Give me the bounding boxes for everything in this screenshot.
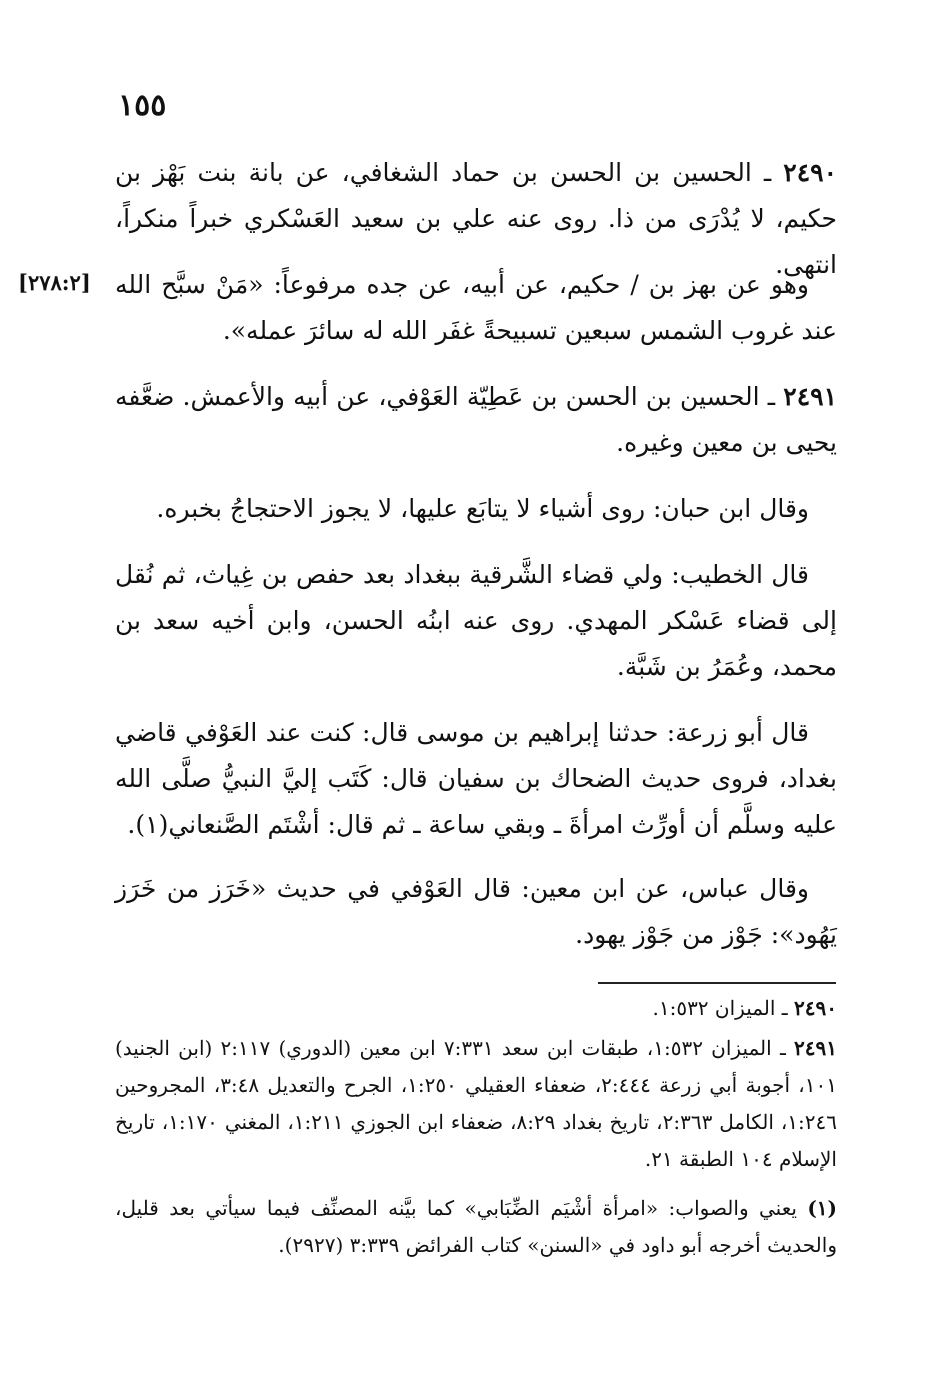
footnote-1	[115, 1190, 837, 1264]
paragraph-text: وقال عباس، عن ابن معين: قال العَوْفي في حديث «خَرَز من خَرَز يَهُود»: جَوْز من جَوْز يهود.	[115, 874, 837, 949]
paragraph-text: وهو عن بهز بن / حكيم، عن أبيه، عن جده مرفوعاً: «مَنْ سبَّح الله عند غروب الشمس سبعين تسبيحةً غفَر الله له سائرَ عمله».	[115, 270, 837, 345]
footnote-number: ٢٤٩٠	[794, 996, 837, 1020]
paragraph	[115, 486, 837, 532]
footnote-separator	[598, 982, 836, 984]
footnote-2490	[115, 990, 837, 1027]
paragraph	[115, 866, 837, 958]
paragraph-text: وقال ابن حبان: روى أشياء لا يتابَع عليها، لا يجوز الاحتجاجُ بخبره.	[156, 494, 809, 523]
margin-reference: [٢٧٨:٢]	[18, 270, 91, 295]
paragraph	[115, 552, 837, 690]
paragraph-text: قال أبو زرعة: حدثنا إبراهيم بن موسى قال: كنت عند العَوْفي قاضي بغداد، فروى حديث الضحاك بن سفيان قال: كَتَب إليَّ النبيُّ صلَّى الله عليه وسلَّم أن أورِّث امرأةَ ـ وبقي ساعة ـ ثم قال: أشْتَم الصَّنعاني(١).	[115, 718, 837, 839]
entry-text: ـ الحسين بن الحسن بن حماد الشغافي، عن بانة بنت بَهْز بن حكيم، لا يُدْرَى من ذا. روى عنه علي بن سعيد العَسْكري خبراً منكراً، انتهى.	[115, 158, 837, 279]
page-number: ١٥٥	[118, 88, 167, 123]
footnote-text: ـ الميزان ١:٥٣٢.	[652, 996, 795, 1020]
paragraph	[115, 262, 837, 354]
footnote-2491	[115, 1030, 837, 1178]
entry-2491	[115, 374, 837, 466]
paragraph	[115, 710, 837, 848]
footnote-text: يعني والصواب: «امرأة أشْيَم الضِّبَابي» كما بيَّنه المصنِّف فيما سيأتي بعد قليل، والحديث أخرجه أبو داود في «السنن» كتاب الفرائض ٣:٣٣٩ (٢٩٢٧).	[115, 1196, 837, 1257]
footnote-number: (١)	[807, 1196, 837, 1220]
entry-number: ٢٤٩٠	[783, 158, 837, 187]
paragraph-text: قال الخطيب: ولي قضاء الشَّرقية ببغداد بعد حفص بن غِياث، ثم نُقل إلى قضاء عَسْكر المهدي. روى عنه ابنُه الحسن، وابن أخيه سعد بن محمد، وعُمَرُ بن شَبَّة.	[115, 560, 837, 681]
footnote-text: ـ الميزان ١:٥٣٢، طبقات ابن سعد ٧:٣٣١ ابن معين (الدوري) ٢:١١٧ (ابن الجنيد) ١٠١، أجوبة أبي زرعة ٢:٤٤٤، ضعفاء العقيلي ١:٢٥٠، الجرح والتعديل ٣:٤٨، المجروحين ١:٢٤٦، الكامل ٢:٣٦٣، تاريخ بغداد ٨:٢٩، ضعفاء ابن الجوزي ١:٢١١، المغني ١:١٧٠، تاريخ الإسلام ١٠٤ الطبقة ٢١.	[115, 1036, 838, 1171]
entry-number: ٢٤٩١	[783, 382, 837, 411]
footnote-number: ٢٤٩١	[794, 1036, 837, 1060]
entry-text: ـ الحسين بن الحسن بن عَطِيّة العَوْفي، عن أبيه والأعمش. ضعَّفه يحيى بن معين وغيره.	[115, 382, 837, 457]
